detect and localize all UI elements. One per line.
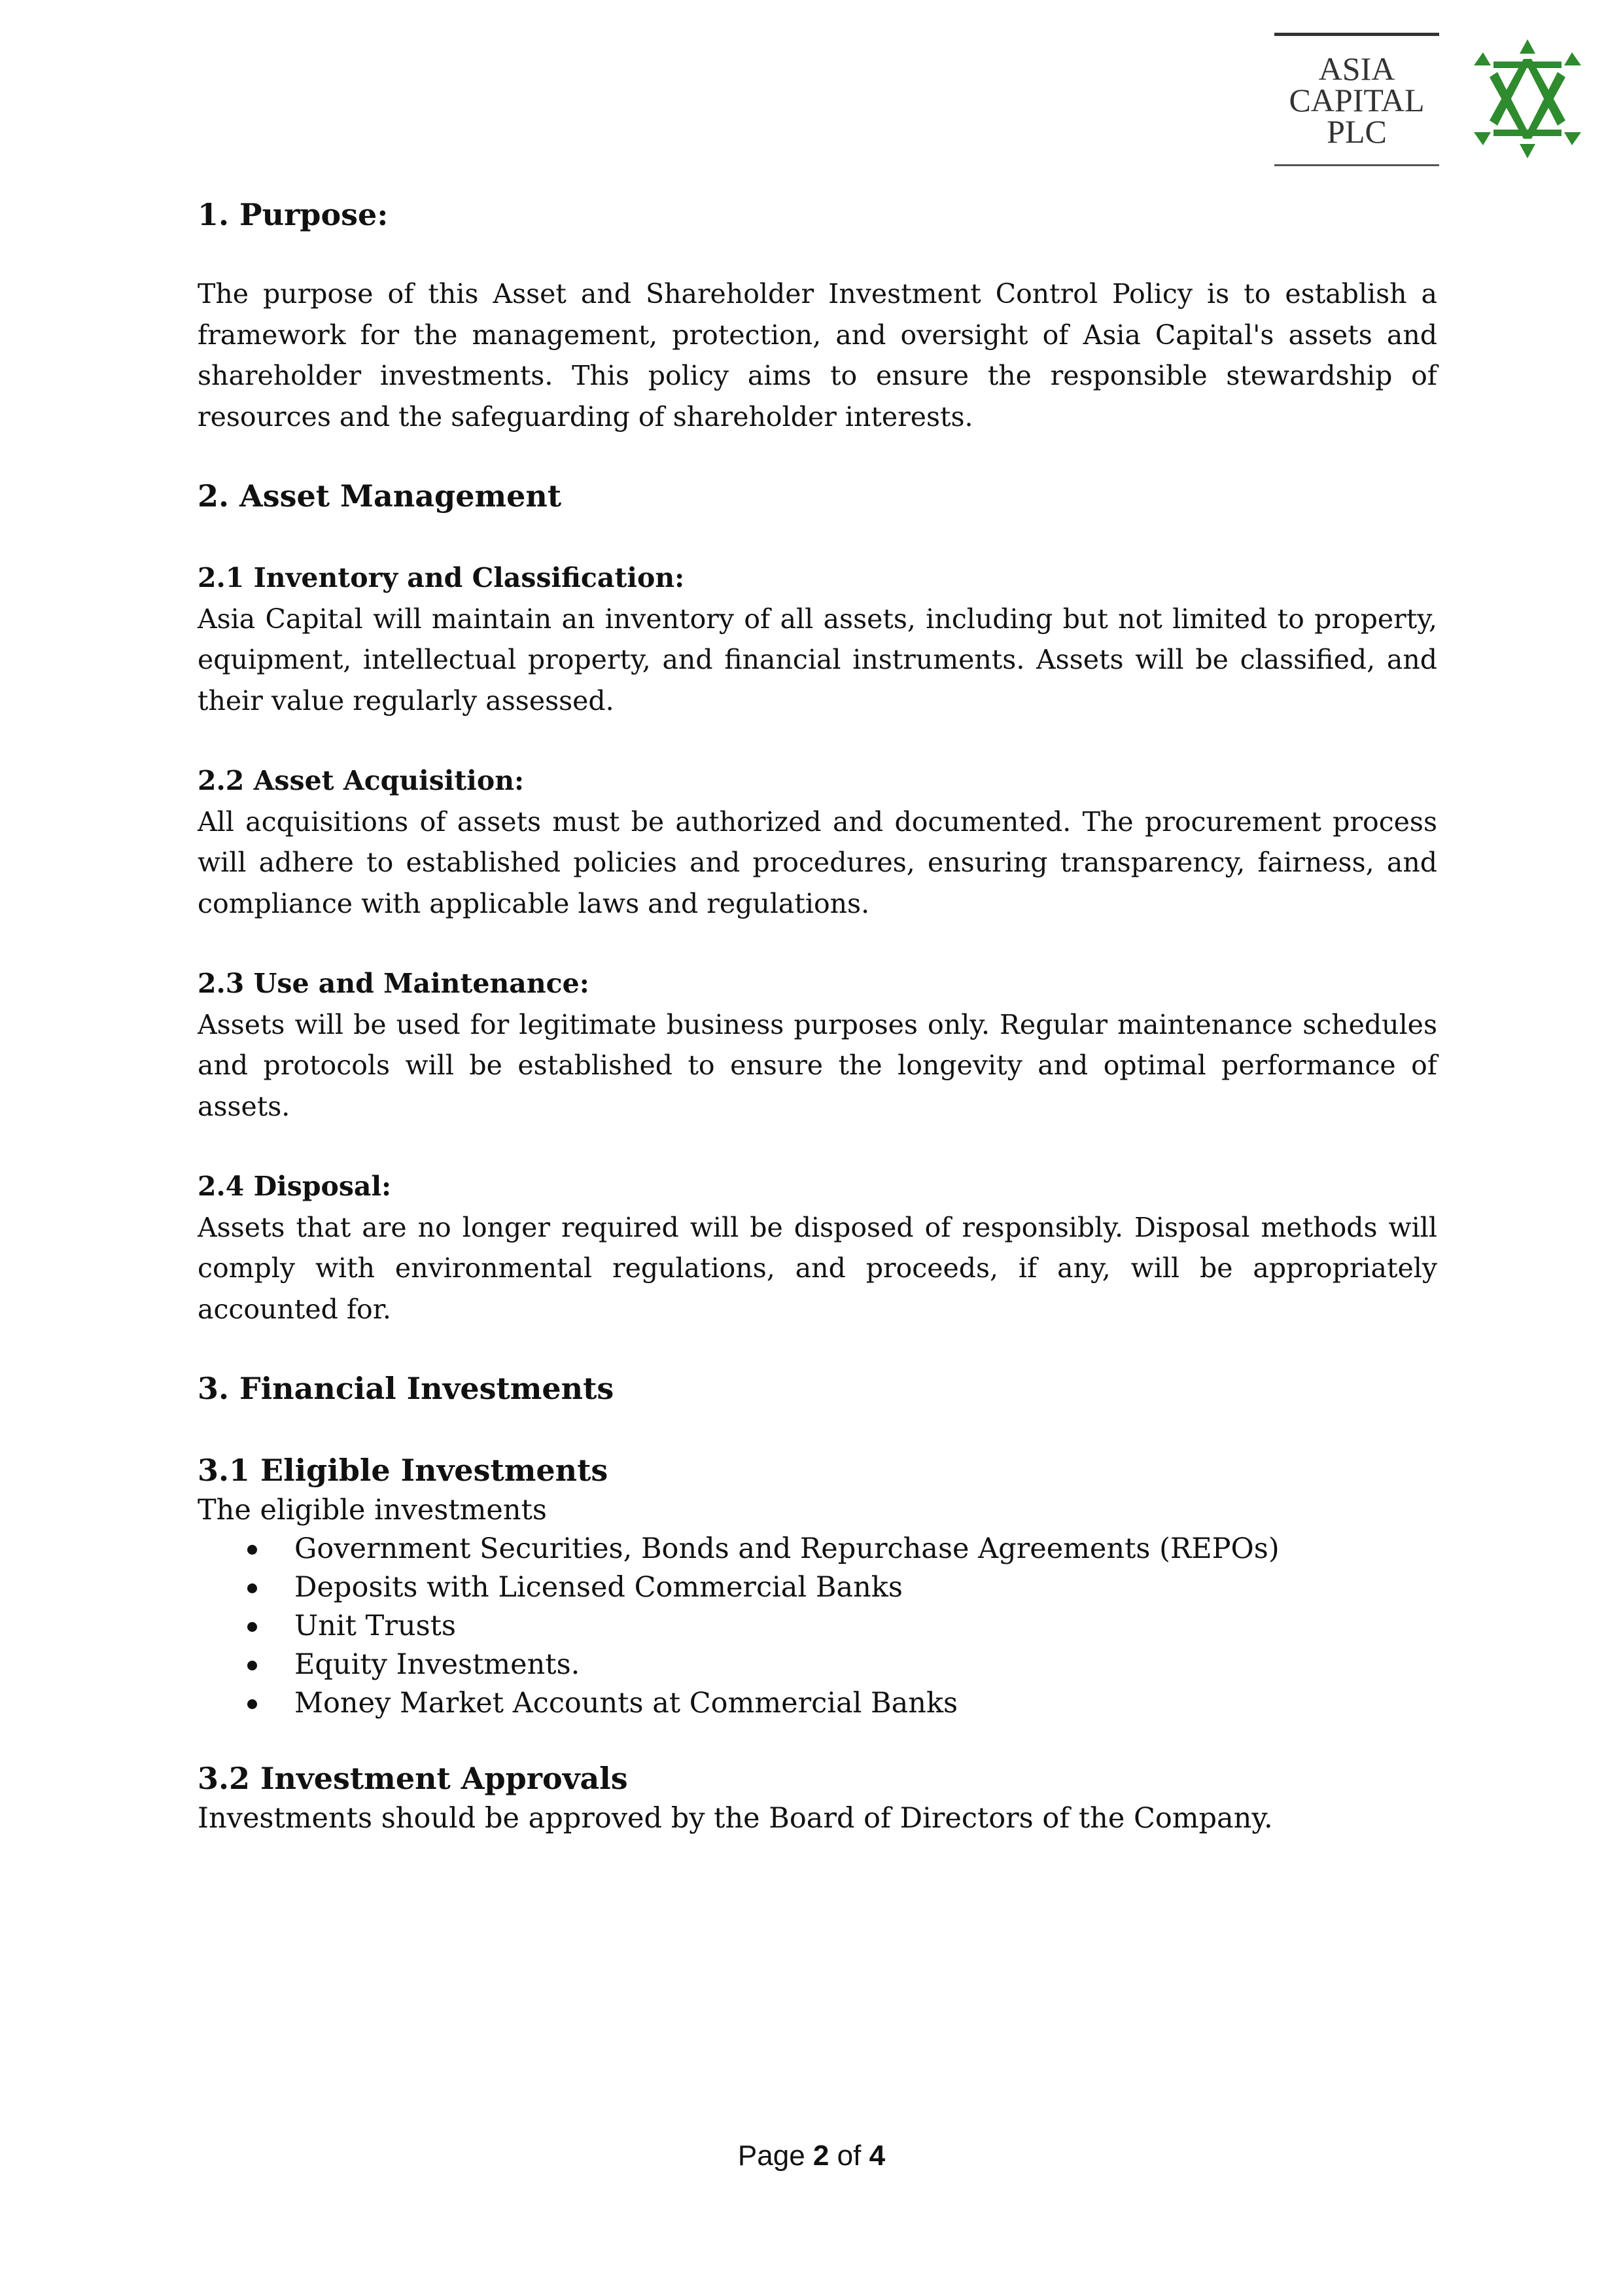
footer-current-page: 2 bbox=[812, 2140, 829, 2172]
subheading-disposal: 2.4 Disposal: bbox=[198, 1171, 392, 1202]
logo-line-1: ASIA bbox=[1318, 50, 1395, 87]
page-number-footer bbox=[0, 2140, 1623, 2172]
logo-wordmark bbox=[1274, 33, 1439, 166]
use-maintenance-paragraph: Assets will be used for legitimate business purposes only. Regular maintenance schedules and protocols will be established to ensure the longevity and optimal performance of assets. bbox=[198, 1008, 1437, 1122]
section-heading-purpose: 1. Purpose: bbox=[198, 197, 389, 232]
acquisition-paragraph: All acquisitions of assets must be authorized and documented. The procurement process will adhere to established policies and procedures, ensuring transparency, fairness, and compliance with applicable laws and regulations. bbox=[198, 805, 1437, 919]
list-item: Money Market Accounts at Commercial Banks bbox=[294, 1684, 1437, 1723]
subheading-inventory: 2.1 Inventory and Classification: bbox=[198, 562, 685, 593]
subheading-use-maintenance: 2.3 Use and Maintenance: bbox=[198, 968, 589, 999]
section-heading-financial-investments: 3. Financial Investments bbox=[198, 1371, 614, 1406]
footer-page-label: Page bbox=[737, 2140, 805, 2172]
logo-line-3: PLC bbox=[1327, 113, 1387, 150]
list-item: Deposits with Licensed Commercial Banks bbox=[294, 1568, 1437, 1607]
subheading-investment-approvals: 3.2 Investment Approvals bbox=[198, 1761, 628, 1796]
list-item: Government Securities, Bonds and Repurchase Agreements (REPOs) bbox=[294, 1530, 1437, 1568]
logo-line-2: CAPITAL bbox=[1289, 82, 1425, 118]
footer-total-pages: 4 bbox=[869, 2140, 886, 2172]
subheading-acquisition: 2.2 Asset Acquisition: bbox=[198, 765, 525, 796]
eligible-intro: The eligible investments bbox=[198, 1494, 547, 1527]
purpose-paragraph: The purpose of this Asset and Shareholder Investment Control Policy is to establish a framework for the management, protection, and oversight of Asia Capital's assets and shareholder investments. This policy aims to ensure the responsible stewardship of resources and the safeguarding of shareholder interests. bbox=[198, 278, 1437, 433]
list-item: Equity Investments. bbox=[294, 1646, 1437, 1684]
approvals-paragraph: Investments should be approved by the Board of Directors of the Company. bbox=[198, 1802, 1273, 1835]
star-icon bbox=[1467, 37, 1588, 161]
inventory-paragraph: Asia Capital will maintain an inventory of all assets, including but not limited to property, equipment, intellectual property, and financial instruments. Assets will be classified, and their value regularly assessed. bbox=[198, 603, 1437, 716]
list-item: Unit Trusts bbox=[294, 1607, 1437, 1646]
document-body bbox=[198, 190, 1437, 1838]
footer-of-label: of bbox=[837, 2140, 862, 2172]
company-logo bbox=[1274, 33, 1588, 164]
disposal-paragraph: Assets that are no longer required will be disposed of responsibly. Disposal methods will comply with environmental regulations, and proceeds, if any, will be appropriately accounted for. bbox=[198, 1211, 1437, 1325]
subheading-eligible-investments: 3.1 Eligible Investments bbox=[198, 1453, 608, 1488]
eligible-investments-list bbox=[198, 1530, 1437, 1723]
section-heading-asset-management: 2. Asset Management bbox=[198, 478, 562, 514]
